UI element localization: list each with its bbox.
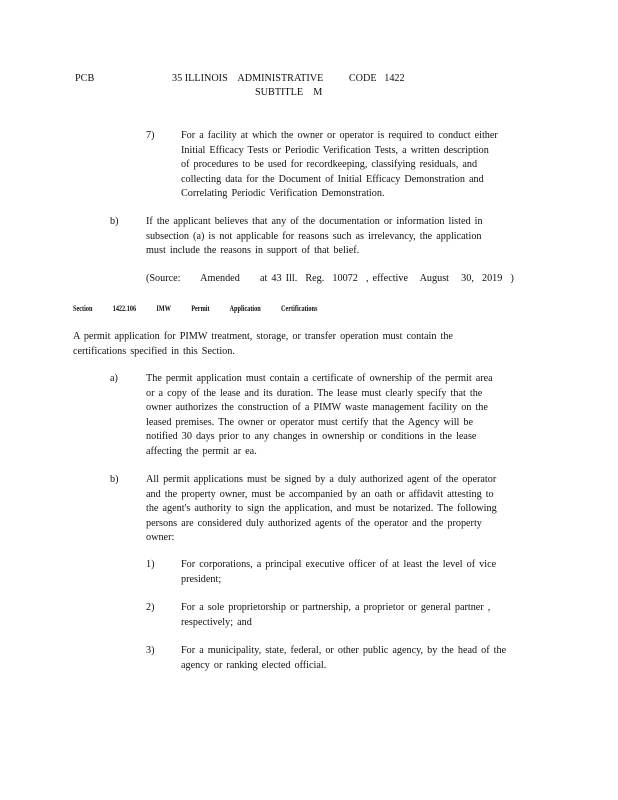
header-subtitle: SUBTITLE M — [255, 87, 323, 98]
section-number: 1422.106 — [112, 304, 137, 313]
item-a-text: The permit application must contain a certificate of ownership of the permit area or a copy of the lease and its duration. The lease must clearly specify that the owner authorizes the construction of a PIMW waste management facility on the leased premises. The owner or operator must certify that the Agency will be notified 30 days prior to any changes in ownership or conditions in the lease affecting the permit ar ea. — [146, 373, 493, 457]
subitem-2-label: 2) — [146, 602, 155, 613]
header-code-title: 35 ILLINOIS ADMINISTRATIVE CODE 1422 — [172, 73, 405, 84]
subitem-1-text: For corporations, a principal executive officer of at least the level of vice president; — [181, 559, 497, 585]
subitem-1-label: 1) — [146, 559, 155, 570]
section-title-certifications: Certifications — [281, 304, 318, 313]
source-note: (Source: Amended at 43 Ill. Reg. 10072 , effective August 30, 2019 ) — [146, 273, 514, 284]
item-a-label: a) — [110, 373, 118, 384]
section-heading — [73, 304, 336, 313]
section-title-permit: Permit — [191, 304, 210, 313]
subitem-3-text: For a municipality, state, federal, or other public agency, by the head of the agency or ranking elected official. — [181, 645, 507, 671]
item-b-label: b) — [110, 216, 119, 227]
item-7-label: 7) — [146, 130, 155, 141]
item-7-text: For a facility at which the owner or operator is required to conduct either Initial Efficacy Tests or Periodic Verification Tests, a written description of procedures to be used for recordkeeping, classifying residuals, and collecting data for the Document of Initial Efficacy Demonstration and Correlating Periodic Verification Demonstration. — [181, 130, 498, 200]
subitem-3-label: 3) — [146, 645, 155, 656]
subitem-2-text: For a sole proprietorship or partnership, a proprietor or general partner , respectively; and — [181, 602, 491, 628]
item-b2-label: b) — [110, 474, 119, 485]
header-pcb: PCB — [75, 73, 95, 84]
section-title-application: Application — [229, 304, 261, 313]
item-b-text: If the applicant believes that any of the documentation or information listed in subsection (a) is not applicable for reasons such as irrelevancy, the application must include the reasons in support of that belief. — [146, 216, 483, 257]
item-b2-text: All permit applications must be signed by a duly authorized agent of the operator and the property owner, must be accompanied by an oath or affidavit attesting to the agent's authority to sign the application, and must be notarized. The following persons are considered duly authorized agents of the operator and the property owner: — [146, 474, 497, 544]
section-word: Section — [73, 304, 93, 313]
section-title-imw: IMW — [156, 304, 171, 313]
section-intro: A permit application for PIMW treatment, storage, or transfer operation must contain the certifications specified in this Section. — [73, 331, 453, 357]
